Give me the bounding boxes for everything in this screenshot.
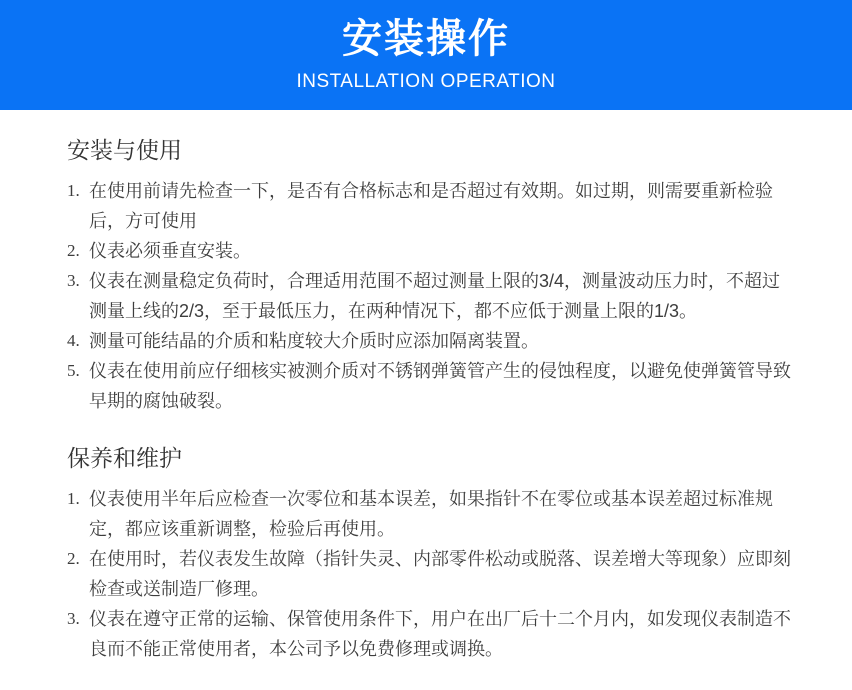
list-item	[67, 544, 796, 604]
content-area	[0, 110, 852, 664]
list-item-text: 在使用前请先检查一下，是否有合格标志和是否超过有效期。如过期，则需要重新检验后，方可使用	[89, 181, 773, 231]
list-item-number: 1.	[67, 181, 80, 200]
list-item	[67, 484, 796, 544]
list-item-number: 1.	[67, 489, 80, 508]
list-item-number: 4.	[67, 331, 80, 350]
banner-title: 安装操作	[342, 17, 510, 61]
list-item-number: 2.	[67, 549, 80, 568]
list-item	[67, 356, 796, 416]
list-item-text: 在使用时，若仪表发生故障（指针失灵、内部零件松动或脱落、误差增大等现象）应即刻检查或送制造厂修理。	[89, 549, 791, 599]
list-item-text: 仪表在测量稳定负荷时，合理适用范围不超过测量上限的3/4，测量波动压力时，不超过测量上线的2/3，至于最低压力，在两种情况下，都不应低于测量上限的1/3。	[89, 271, 781, 321]
list-item	[67, 604, 796, 664]
list-item-text: 测量可能结晶的介质和粘度较大介质时应添加隔离装置。	[89, 331, 539, 351]
installation-item-list	[67, 176, 796, 416]
list-item-number: 2.	[67, 241, 80, 260]
section-heading-maintenance: 保养和维护	[67, 445, 182, 471]
list-item	[67, 326, 796, 356]
list-item-number: 5.	[67, 361, 80, 380]
list-item	[67, 176, 796, 236]
banner-subtitle: INSTALLATION OPERATION	[296, 71, 556, 92]
list-item-text: 仪表必须垂直安装。	[89, 241, 251, 261]
section-banner	[0, 0, 852, 110]
list-item-text: 仪表使用半年后应检查一次零位和基本误差，如果指针不在零位或基本误差超过标准规定，都应该重新调整，检验后再使用。	[89, 489, 773, 539]
list-item-text: 仪表在使用前应仔细核实被测介质对不锈钢弹簧管产生的侵蚀程度，以避免使弹簧管导致早期的腐蚀破裂。	[89, 361, 791, 411]
list-item-number: 3.	[67, 271, 80, 290]
list-item	[67, 236, 796, 266]
maintenance-item-list	[67, 484, 796, 664]
section-heading-installation: 安装与使用	[67, 137, 182, 163]
list-item-text: 仪表在遵守正常的运输、保管使用条件下，用户在出厂后十二个月内，如发现仪表制造不良而不能正常使用者，本公司予以免费修理或调换。	[89, 609, 791, 659]
list-item-number: 3.	[67, 609, 80, 628]
list-item	[67, 266, 796, 326]
